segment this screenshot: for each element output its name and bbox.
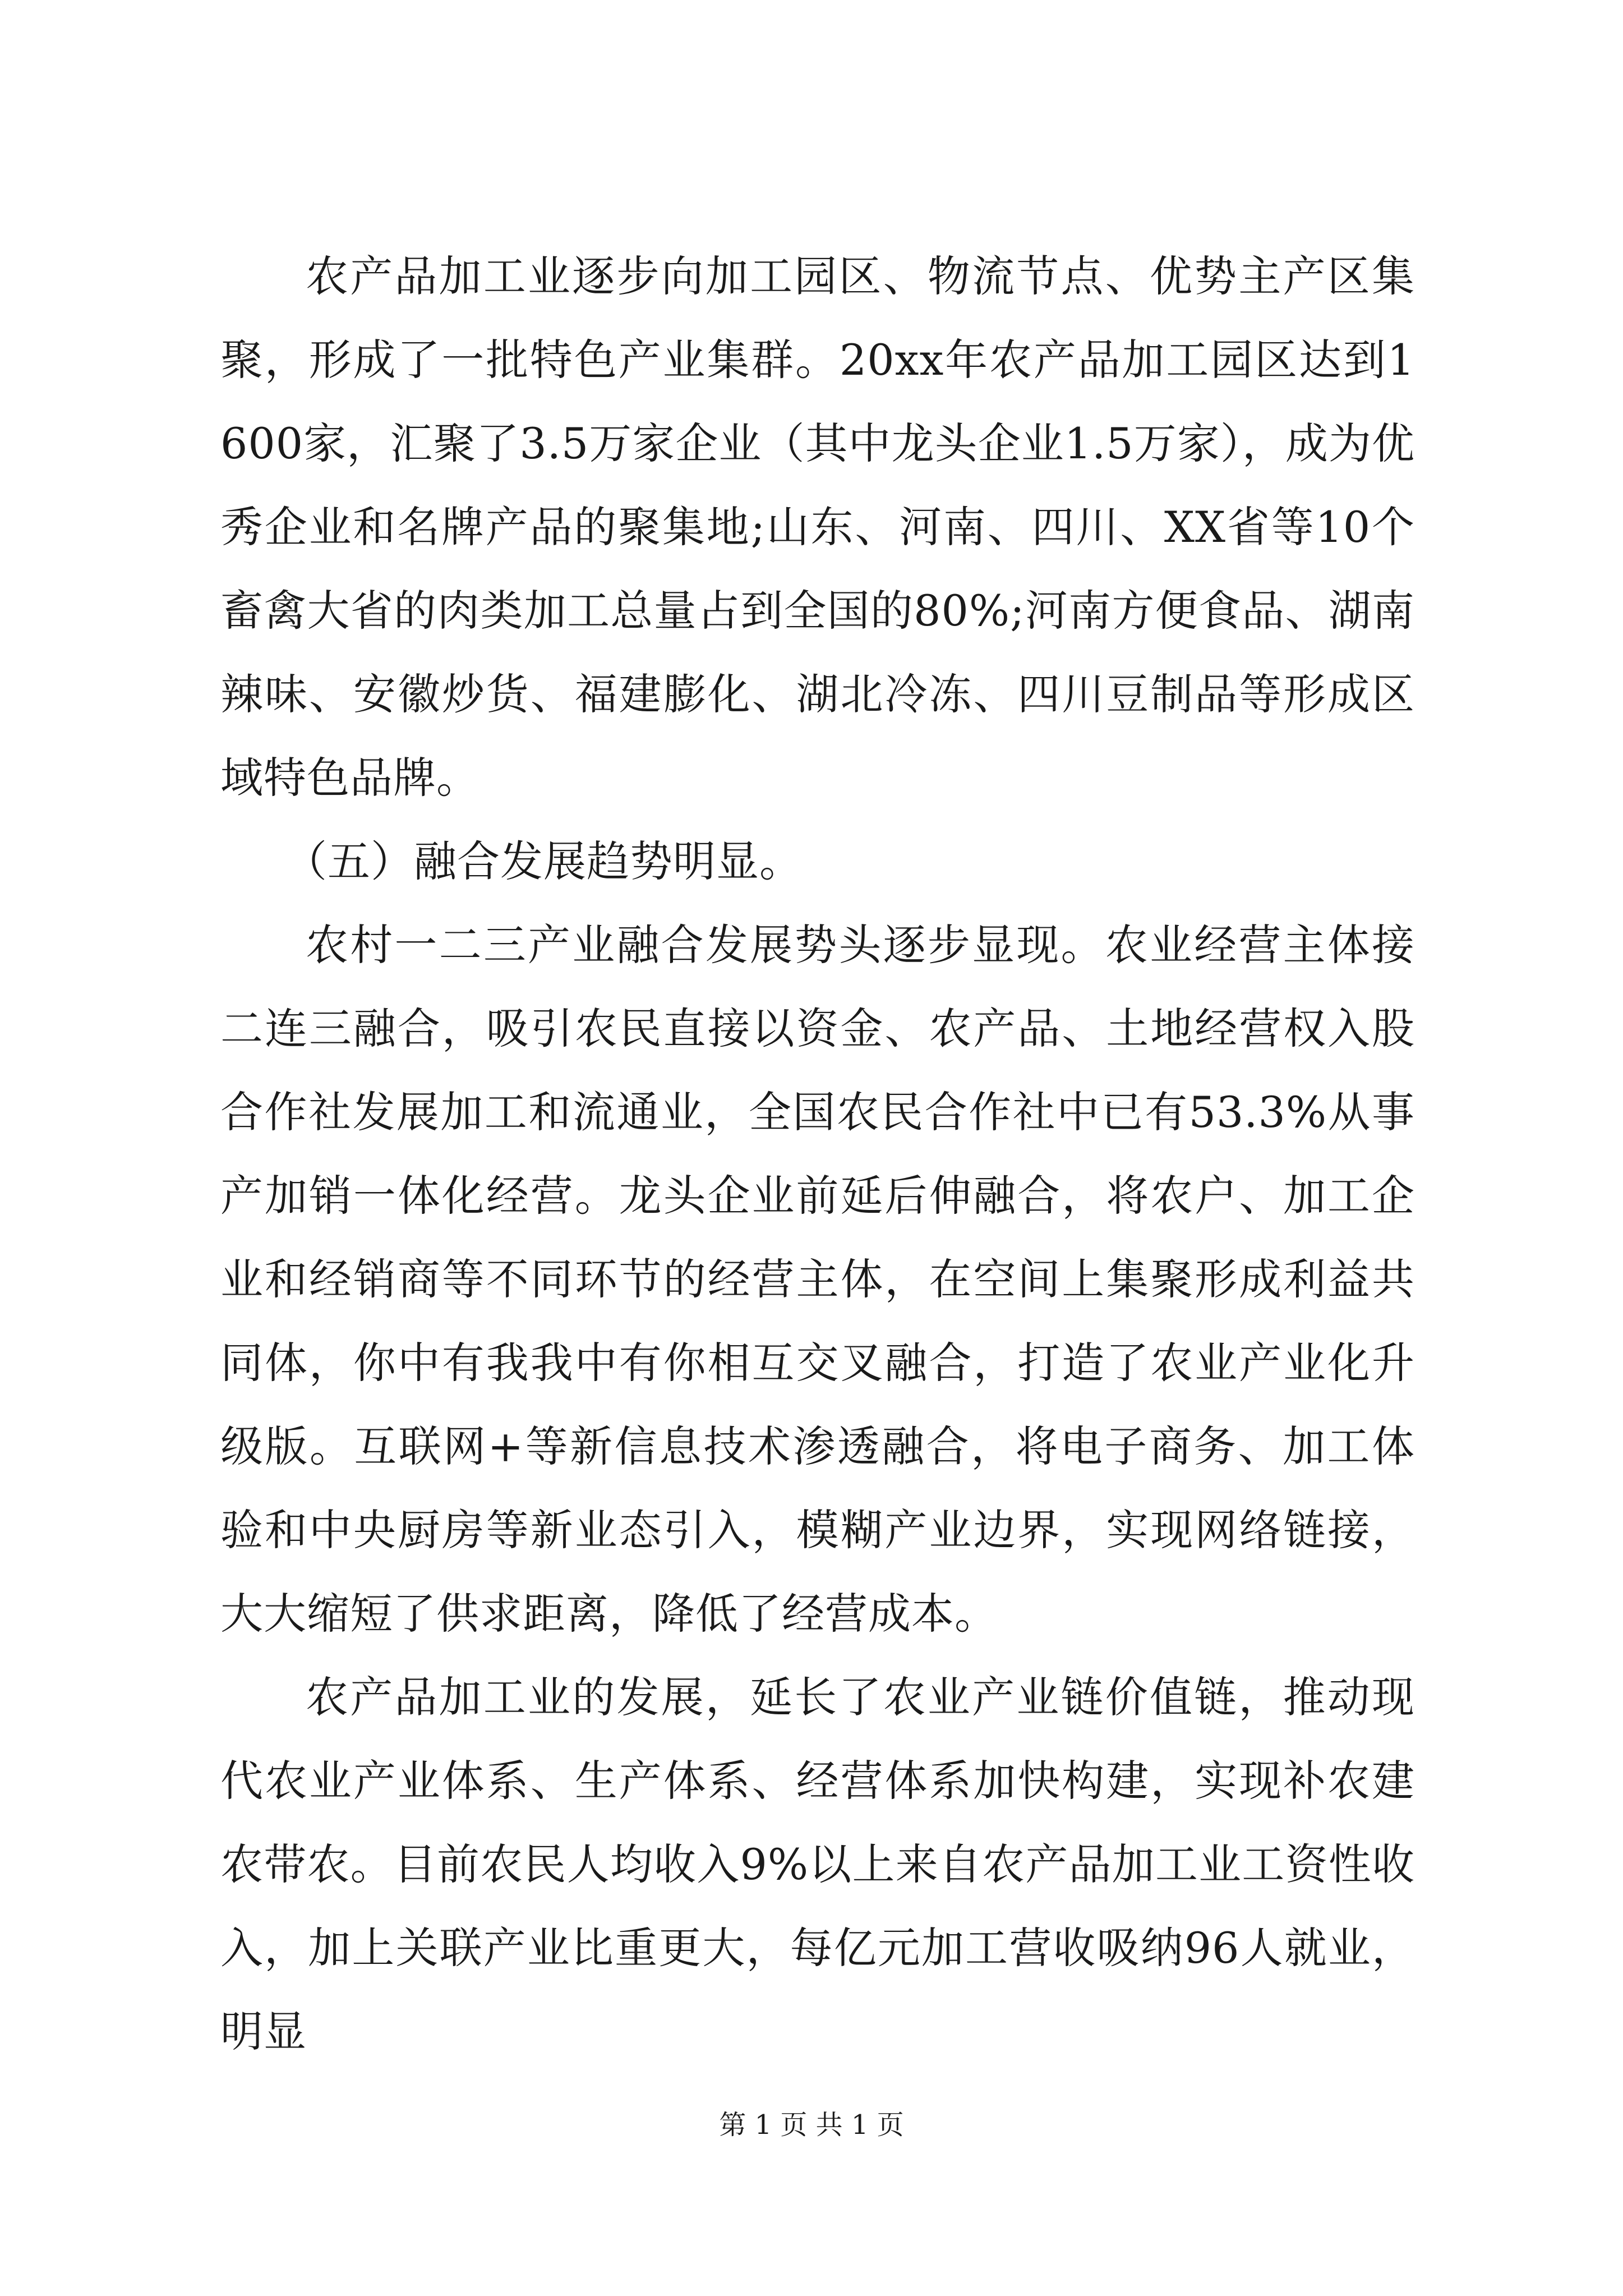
document-body — [220, 234, 1415, 2073]
section-heading-integration: （五）融合发展趋势明显。 — [284, 836, 803, 886]
paragraph-processing-clusters: 农产品加工业逐步向加工园区、物流节点、优势主产区集聚，形成了一批特色产业集群。20xx年农产品加工园区达到1600家，汇聚了3.5万家企业（其中龙头企业1.5万家），成为优秀企业和名牌产品的聚集地;山东、河南、四川、XX省等10个畜禽大省的肉类加工总量占到全国的80%;河南方便食品、湖南辣味、安徽炒货、福建膨化、湖北冷冻、四川豆制品等形成区域特色品牌。 — [220, 251, 1415, 803]
page-footer: 第 1 页 共 1 页 — [719, 2109, 904, 2141]
paragraph-farmer-income: 农产品加工业的发展，延长了农业产业链价值链，推动现代农业产业体系、生产体系、经营体系加快构建，实现补农建农带农。目前农民人均收入9%以上来自农产品加工业工资性收入，加上关联产业比重更大，每亿元加工营收吸纳96人就业，明显 — [220, 1672, 1415, 2056]
paragraph-industry-integration: 农村一二三产业融合发展势头逐步显现。农业经营主体接二连三融合，吸引农民直接以资金、农产品、土地经营权入股合作社发展加工和流通业，全国农民合作社中已有53.3%从事产加销一体化经营。龙头企业前延后伸融合，将农户、加工企业和经销商等不同环节的经营主体，在空间上集聚形成利益共同体，你中有我我中有你相互交叉融合，打造了农业产业化升级版。互联网+等新信息技术渗透融合，将电子商务、加工体验和中央厨房等新业态引入，模糊产业边界，实现网络链接，大大缩短了供求距离，降低了经营成本。 — [220, 920, 1415, 1639]
